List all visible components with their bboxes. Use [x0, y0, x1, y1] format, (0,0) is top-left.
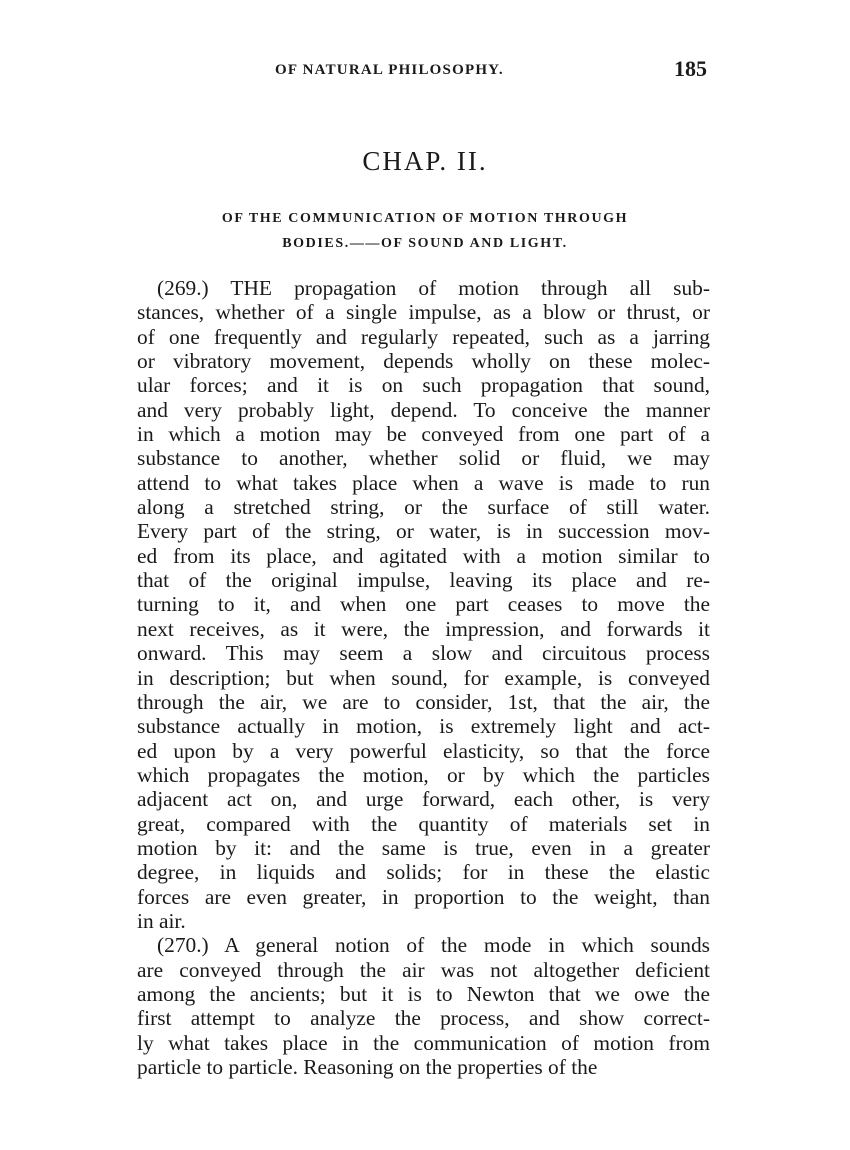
text-line: or vibratory movement, depends wholly on these molec- — [137, 349, 710, 374]
body-text — [137, 276, 710, 1079]
text-line: are conveyed through the air was not altogether deficient — [137, 957, 710, 982]
text-line: adjacent act on, and urge forward, each other, is very — [137, 787, 710, 812]
chapter-subtitle — [150, 206, 700, 256]
chapter-title: CHAP. II. — [362, 146, 488, 176]
paragraph — [137, 276, 710, 933]
text-line: ed from its place, and agitated with a motion similar to — [137, 543, 710, 568]
text-line: substance to another, whether solid or fluid, we may — [137, 446, 710, 471]
text-line: degree, in liquids and solids; for in these the elastic — [137, 860, 710, 885]
paragraph — [137, 933, 710, 1079]
text-line: ular forces; and it is on such propagation that sound, — [137, 373, 710, 398]
text-line: turning to it, and when one part ceases to move the — [137, 592, 710, 617]
text-line: substance actually in motion, is extremely light and act- — [137, 714, 710, 739]
text-line: that of the original impulse, leaving its place and re- — [137, 568, 710, 593]
text-line: through the air, we are to consider, 1st, that the air, the — [137, 689, 710, 714]
text-line: motion by it: and the same is true, even in a greater — [137, 835, 710, 860]
text-line: stances, whether of a single impulse, as a blow or thrust, or — [137, 300, 710, 325]
text-line: in description; but when sound, for example, is conveyed — [137, 665, 710, 690]
text-line: in which a motion may be conveyed from one part of a — [137, 422, 710, 447]
text-line: attend to what takes place when a wave is made to run — [137, 470, 710, 495]
text-line: (269.) THE propagation of motion through all sub- — [157, 276, 710, 300]
text-line: in air. — [137, 908, 186, 933]
text-line: next receives, as it were, the impression, and forwards it — [137, 616, 710, 641]
chapter-subtitle-line: BODIES.——OF SOUND AND LIGHT. — [282, 236, 568, 251]
text-line: forces are even greater, in proportion to the weight, than — [137, 884, 710, 909]
text-line: which propagates the motion, or by which the particles — [137, 762, 710, 787]
text-line: (270.) A general notion of the mode in which sounds — [157, 933, 710, 958]
chapter-subtitle-line: OF THE COMMUNICATION OF MOTION THROUGH — [221, 211, 629, 226]
text-line: onward. This may seem a slow and circuitous process — [137, 641, 710, 666]
text-line: of one frequently and regularly repeated, such as a jarring — [137, 324, 710, 349]
text-line: among the ancients; but it is to Newton that we owe the — [137, 981, 710, 1006]
page-number: 185 — [674, 56, 707, 81]
text-line: first attempt to analyze the process, and show correct- — [137, 1006, 710, 1031]
text-line: ed upon by a very powerful elasticity, so that the force — [137, 738, 710, 763]
text-line: great, compared with the quantity of materials set in — [137, 811, 710, 836]
text-line: ly what takes place in the communication of motion from — [137, 1030, 710, 1055]
text-line: and very probably light, depend. To conceive the manner — [137, 397, 710, 422]
running-head — [135, 58, 715, 88]
running-title: OF NATURAL PHILOSOPHY. — [275, 62, 504, 78]
text-line: Every part of the string, or water, is in succession mov- — [137, 519, 710, 544]
text-line: along a stretched string, or the surface of still water. — [137, 495, 710, 520]
text-line: particle to particle. Reasoning on the properties of the — [137, 1055, 598, 1079]
